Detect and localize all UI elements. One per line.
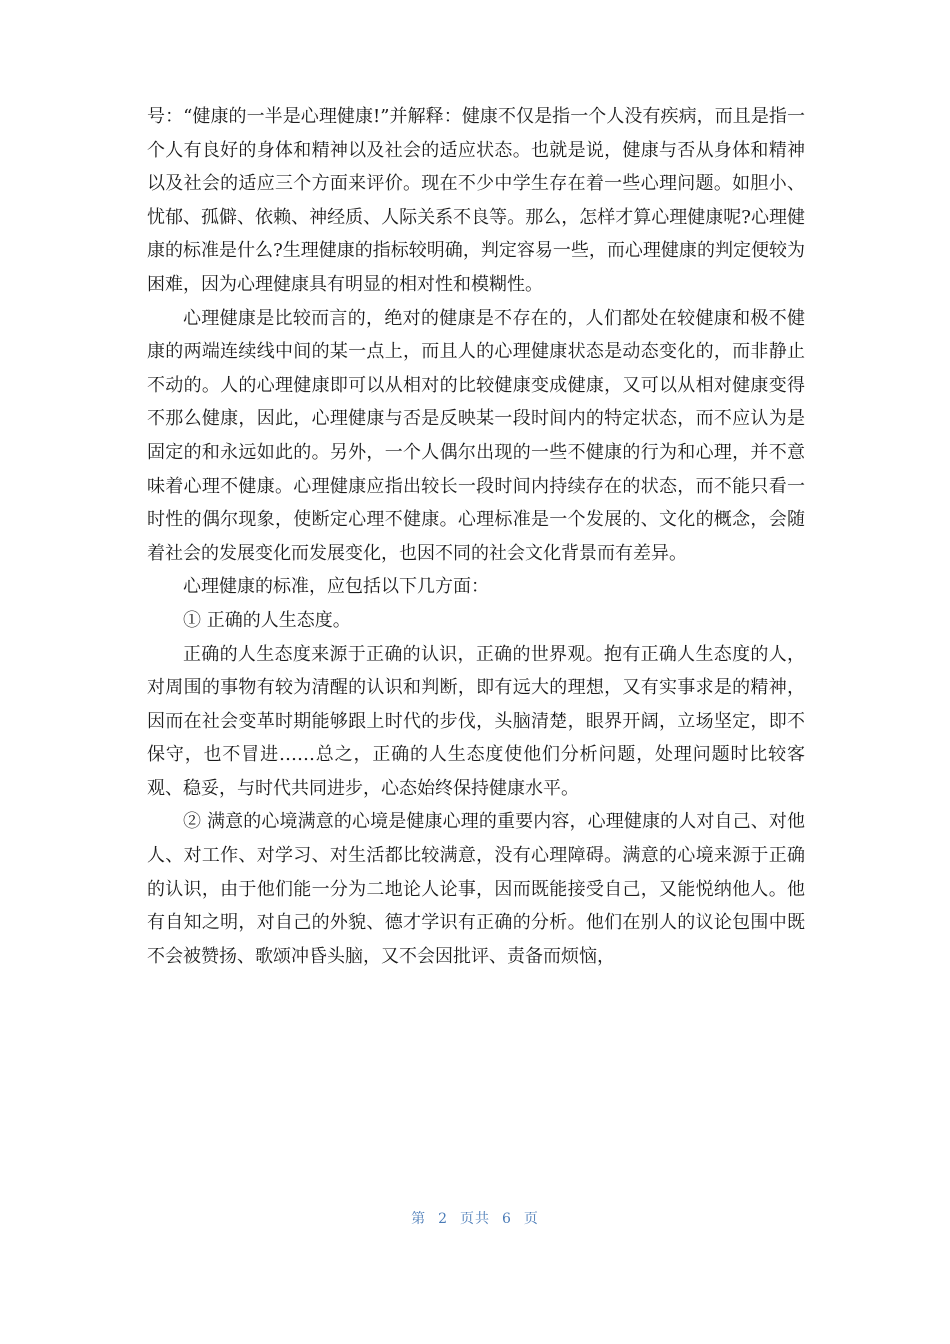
paragraph-relativity: 心理健康是比较而言的，绝对的健康是不存在的，人们都处在较健康和极不健康的两端连续线中间的某一点上，而且人的心理健康状态是动态变化的，而非静止不动的。人的心理健康即可以从相对的比较健康变成健康，又可以从相对健康变得不那么健康，因此，心理健康与否是反映某一段时间内的特定状态，而不应认为是固定的和永远如此的。另外，一个人偶尔出现的一些不健康的行为和心理，并不意味着心理不健康。心理健康应指出较长一段时间内持续存在的状态，而不能只看一时性的偶尔现象，使断定心理不健康。心理标准是一个发展的、文化的概念，会随着社会的发展变化而发展变化，也因不同的社会文化背景而有差异。 [147,307,805,564]
footer-label-ye-gong: 页共 [460,1211,490,1227]
paragraph-standards-intro: 心理健康的标准，应包括以下几方面： [183,576,489,598]
footer-label-ye: 页 [523,1211,539,1227]
document-body [147,100,805,973]
list-item-heading-1: ① 正确的人生态度。 [183,609,351,631]
footer-label-di: 第 [411,1211,427,1227]
footer-current-page: 2 [438,1211,448,1227]
paragraph-satisfied-mood: ② 满意的心境满意的心境是健康心理的重要内容，心理健康的人对自己、对他人、对工作、对学习、对生活都比较满意，没有心理障碍。满意的心境来源于正确的认识，由于他们能一分为二地论人论事，因而既能接受自己，又能悦纳他人。他有自知之明，对自己的外貌、德才学识有正确的分析。他们在别人的议论包围中既不会被赞扬、歌颂冲昏头脑，又不会因批评、责备而烦恼， [147,811,805,967]
footer-total-pages: 6 [502,1211,512,1227]
page-footer [0,1208,950,1228]
paragraph-life-attitude: 正确的人生态度来源于正确的认识，正确的世界观。抱有正确人生态度的人，对周围的事物有较为清醒的认识和判断，即有远大的理想，又有实事求是的精神，因而在社会变革时期能够跟上时代的步伐，头脑清楚，眼界开阔，立场坚定，即不保守，也不冒进……总之，正确的人生态度使他们分析问题，处理问题时比较客观、稳妥，与时代共同进步，心态始终保持健康水平。 [147,643,805,799]
paragraph-continued: 号：“健康的一半是心理健康!”并解释：健康不仅是指一个人没有疾病，而且是指一个人有良好的身体和精神以及社会的适应状态。也就是说，健康与否从身体和精神以及社会的适应三个方面来评价。现在不少中学生存在着一些心理问题。如胆小、忧郁、孤僻、依赖、神经质、人际关系不良等。那么，怎样才算心理健康呢?心理健康的标准是什么?生理健康的指标较明确，判定容易一些，而心理健康的判定便较为困难，因为心理健康具有明显的相对性和模糊性。 [147,106,805,295]
